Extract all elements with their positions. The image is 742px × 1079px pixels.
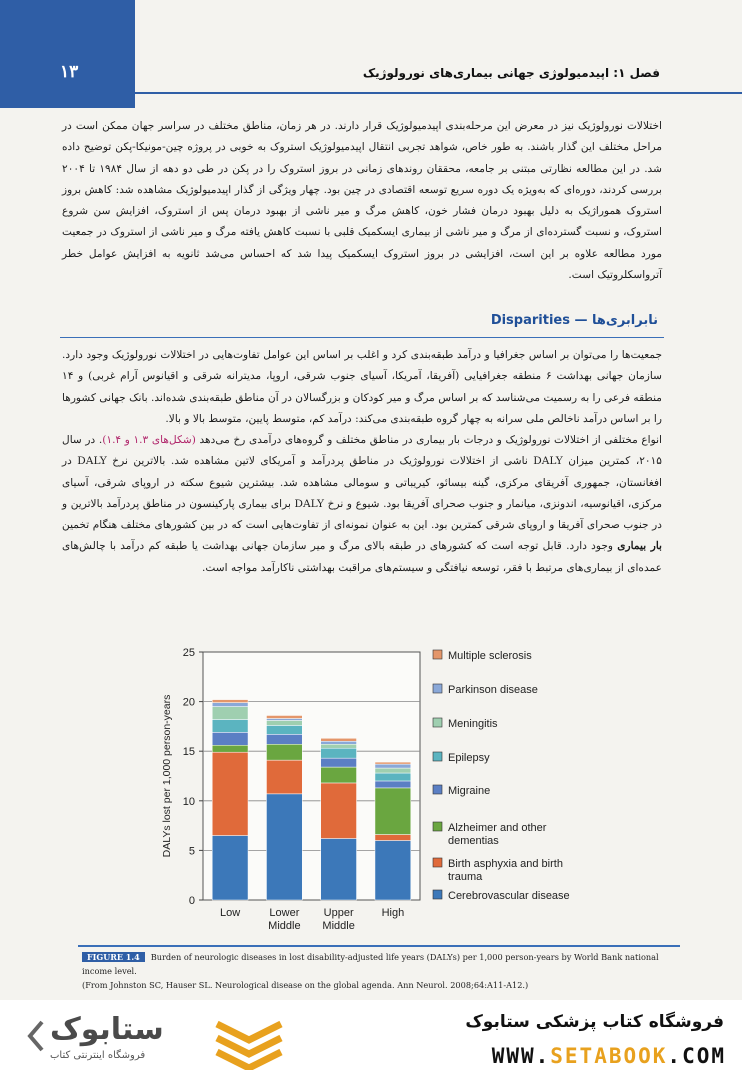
store-url[interactable] bbox=[492, 1044, 726, 1068]
bar-segment bbox=[266, 725, 302, 734]
bar-segment bbox=[212, 745, 248, 752]
bar-segment bbox=[321, 767, 357, 783]
url-highlight: SETABOOK bbox=[550, 1044, 668, 1068]
bar-segment bbox=[375, 788, 411, 835]
paragraph-3-part-1: انواع مختلفی از اختلالات نورولوژیک و درجات بار بیماری در مناطق مختلف و گروه‌های درآمدی رخ می‌دهد bbox=[195, 434, 662, 446]
bar-segment bbox=[212, 752, 248, 835]
x-tick-label: High bbox=[381, 907, 405, 919]
page-number: ۱۳ bbox=[60, 62, 79, 82]
logo-brand: ستابوک bbox=[50, 1012, 164, 1047]
legend-swatch bbox=[433, 650, 442, 659]
legend-label: Alzheimer and other dementias bbox=[448, 822, 547, 847]
legend-swatch bbox=[433, 718, 442, 727]
bar-segment bbox=[266, 794, 302, 900]
figure-caption bbox=[82, 950, 680, 992]
bar-segment bbox=[212, 836, 248, 900]
y-tick-label: 15 bbox=[182, 746, 195, 759]
paragraph-3 bbox=[62, 430, 662, 579]
paragraph-3-part-3: وجود دارد. قابل توجه است که کشورهای در طبقه بالای مرگ و میر سازمان جهانی بهداشت یا طبقه کم درآمد با چالش‌های عمده‌ای از بیماری‌های مرتبط با فقر، توسعه نیافتگی و سیستم‌های مراقبت بهداشتی ناکارآمد مواجه است. bbox=[62, 540, 662, 574]
bar-segment bbox=[321, 838, 357, 900]
bar-segment bbox=[321, 744, 357, 748]
chapter-title: فصل ۱: اپیدمیولوژی جهانی بیماری‌های نورولوژیک bbox=[362, 66, 660, 80]
y-axis-label: DALYs lost per 1,000 person-years bbox=[161, 694, 173, 858]
legend-label: Parkinson disease bbox=[448, 684, 538, 696]
legend-label: Cerebrovascular disease bbox=[448, 890, 570, 902]
bar-segment bbox=[375, 781, 411, 788]
caption-rule bbox=[78, 945, 680, 947]
bar-segment bbox=[375, 762, 411, 764]
legend-label: Migraine bbox=[448, 785, 491, 797]
section-heading: نابرابری‌ها — Disparities bbox=[490, 313, 658, 328]
bar-segment bbox=[321, 758, 357, 767]
store-footer bbox=[0, 1000, 742, 1079]
store-name: فروشگاه کتاب پزشکی ستابوک bbox=[465, 1012, 724, 1032]
y-tick-label: 20 bbox=[182, 696, 195, 709]
bar-segment bbox=[212, 703, 248, 707]
bold-term: بار بیماری bbox=[617, 540, 662, 553]
y-tick-label: 10 bbox=[182, 795, 195, 808]
figure-label: FIGURE 1.4 bbox=[82, 952, 145, 962]
bar-segment bbox=[375, 773, 411, 781]
logo-chevron-icon bbox=[24, 1016, 48, 1066]
url-suffix: .COM bbox=[667, 1044, 726, 1068]
legend-swatch bbox=[433, 858, 442, 867]
section-heading-bar bbox=[60, 309, 664, 338]
bar-segment bbox=[375, 835, 411, 841]
y-tick-label: 5 bbox=[188, 845, 195, 858]
logo-stripes-icon bbox=[209, 1014, 289, 1070]
legend-swatch bbox=[433, 890, 442, 899]
chart-svg bbox=[150, 638, 600, 938]
bar-segment bbox=[212, 700, 248, 703]
legend-swatch bbox=[433, 752, 442, 761]
store-logo bbox=[24, 1012, 294, 1072]
figure-reference: (شکل‌های ۱.۳ و ۱.۴) bbox=[102, 434, 196, 446]
y-tick-label: 0 bbox=[188, 895, 195, 907]
bar-segment bbox=[266, 720, 302, 725]
caption-text: Burden of neurologic diseases in lost disability-adjusted life years (DALYs) per 1,000 person-years by World Bank national income level. bbox=[82, 952, 659, 976]
legend-label: Epilepsy bbox=[448, 752, 490, 764]
bar-segment bbox=[212, 707, 248, 720]
x-tick-label: Low bbox=[220, 907, 241, 919]
bar-segment bbox=[266, 734, 302, 744]
bar-segment bbox=[266, 715, 302, 718]
paragraph-2: جمعیت‌ها را می‌توان بر اساس جغرافیا و درآمد طبقه‌بندی کرد و اغلب بر اساس این عوامل تفاوت‌هایی در اختلالات نورولوژیک وجود دارد. سازمان جهانی بهداشت ۶ منطقه جغرافیایی (آفریقا، آمریکا، آسیای جنوب شرقی، اروپا، مدیترانه شرقی و اقیانوس آرام غربی) و ۱۴ منطقه فرعی را به رسمیت می‌شناسد که بر اساس مرگ و میر کودکان و بزرگسالان در آن مناطق طبقه‌بندی شده‌اند. بانک جهانی کشورها را بر اساس درآمد ناخالص ملی سرانه به چهار گروه طبقه‌بندی می‌کند: درآمد کم، متوسط پایین، متوسط بالا و بالا. bbox=[62, 349, 662, 425]
bar-segment bbox=[375, 764, 411, 768]
paragraph-3-part-2: . در سال ۲۰۱۵، کمترین میزان DALY ناشی از اختلالات نورولوژیک در مناطق پردرآمد و آمریکای لاتین مشاهده شد. بالاترین نرخ DALY در افغانستان، جمهوری آفریقای مرکزی، گینه بیسائو، کیریباتی و سومالی مشاهده شد. بیشترین شیوع سکته در اروپای شرقی، آسیای مرکزی، اقیانوسیه، اندونزی، میانمار و جنوب صحرای آفریقا بود. شیوع و نرخ DALY برای بیماری پارکینسون در مناطق پردرآمد بالاترین و در جنوب صحرای آفریقا و اروپای شرقی کمترین بود. این به عنوان نمونه‌ای از تفاوت‌هایی است که در بین کشورهای مختلف هنگام تخمین bbox=[62, 434, 663, 532]
bar-segment bbox=[266, 744, 302, 760]
header-rule bbox=[135, 92, 742, 94]
bar-segment bbox=[266, 760, 302, 794]
bar-segment bbox=[266, 718, 302, 720]
legend-label: Meningitis bbox=[448, 718, 498, 730]
caption-source: (From Johnston SC, Hauser SL. Neurological disease on the global agenda. Ann Neurol. 2008;64:A11-A12.) bbox=[82, 980, 529, 990]
legend-label: Multiple sclerosis bbox=[448, 650, 532, 662]
legend-swatch bbox=[433, 822, 442, 831]
bar-segment bbox=[375, 768, 411, 773]
paragraph-1: اختلالات نورولوژیک نیز در معرض این مرحله‌بندی اپیدمیولوژیک قرار دارند. در هر زمان، مناطق مختلف در سراسر جهان ممکن است در مراحل مختلف این گذار باشند. به طور خاص، شواهد تجربی انتقال اپیدمیولوژیک استروک به خوبی در پروژه چین-مونیکا-پکن توضیح داده شد. در این مطالعه نظارتی مبتنی بر جامعه، محققان روندهای زمانی در بروز استروک را در پکن در طی دو دهه از سال ۱۹۸۴ تا ۲۰۰۴ بررسی کردند، دوره‌ای که به‌ویژه یک دوره سریع توسعه اقتصادی در چین بود. چهار ویژگی از گذار اپیدمیولوژیک مشاهده شد: کاهش بروز استروک هموراژیک به دلیل بهبود درمان فشار خون، کاهش مرگ و میر ناشی از بهبود درمان پس از استروک، افزایش سن شروع استروک، و نسبت گسترده‌ای از مرگ و میر ناشی از بیماری ایسکمیک قلبی با نسبت کاهش یافته مرگ و میر ناشی از استروک در جمعیت مورد مطالعه علاوه بر این است، افزایشی در بروز استروک ایسکمیک پیدا شد که احساس می‌شد ثانویه به افزایش عوامل خطر آترواسکلروتیک است. bbox=[62, 120, 662, 282]
bar-segment bbox=[212, 732, 248, 745]
bar-segment bbox=[321, 783, 357, 839]
legend-swatch bbox=[433, 684, 442, 693]
x-tick-label: Upper Middle bbox=[322, 907, 355, 932]
bar-segment bbox=[212, 719, 248, 732]
legend-label: Birth asphyxia and birth trauma bbox=[448, 858, 563, 883]
x-tick-label: Lower Middle bbox=[268, 907, 301, 932]
page-number-tab bbox=[0, 0, 135, 108]
bar-segment bbox=[321, 741, 357, 744]
legend-swatch bbox=[433, 785, 442, 794]
url-prefix: WWW. bbox=[491, 1044, 551, 1068]
stacked-bar-chart bbox=[150, 638, 600, 938]
bar-segment bbox=[321, 748, 357, 758]
bar-segment bbox=[375, 840, 411, 900]
bar-segment bbox=[321, 738, 357, 741]
y-tick-label: 25 bbox=[182, 647, 195, 659]
logo-tagline: فروشگاه اینترنتی کتاب bbox=[50, 1050, 146, 1061]
